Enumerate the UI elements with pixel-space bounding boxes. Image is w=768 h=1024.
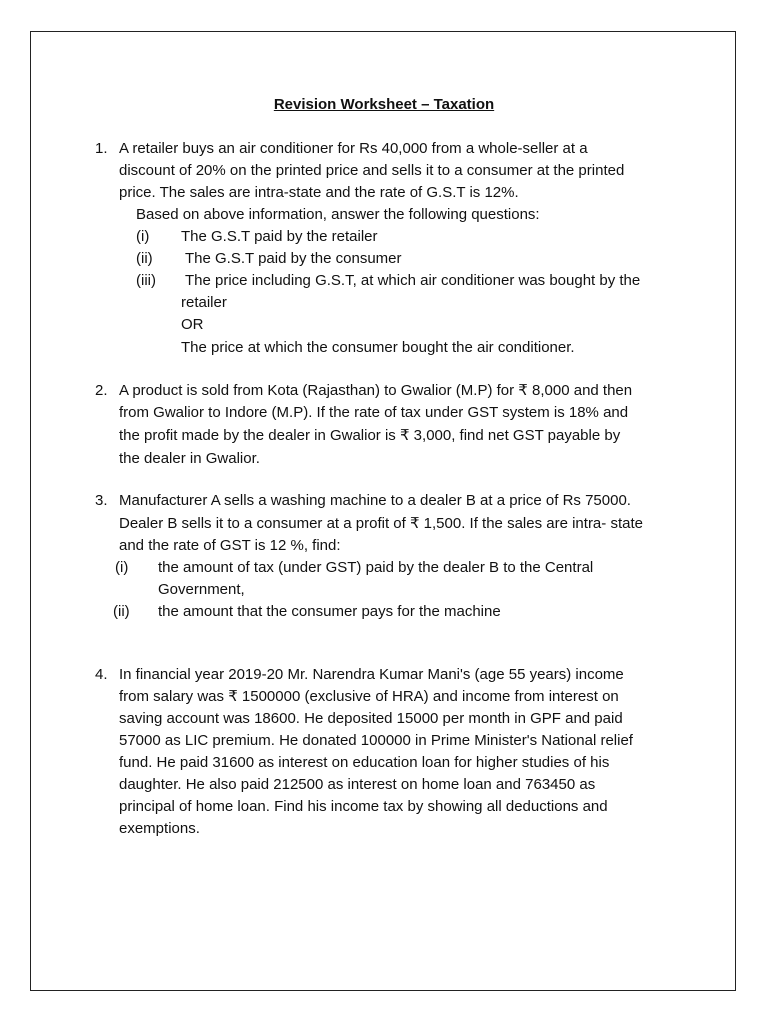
q1-sub-text: The price including G.S.T, at which air conditioner was bought by the (185, 272, 641, 289)
q1-sub-label: (ii) (136, 250, 153, 267)
q1-line: discount of 20% on the printed price and sells it to a consumer at the printed (119, 162, 625, 179)
q1-line: price. The sales are intra-state and the rate of G.S.T is 12%. (119, 184, 519, 201)
q3-sub-continuation: Government, (158, 581, 245, 598)
q4-line: from salary was ₹ 1500000 (exclusive of HRA) and income from interest on (119, 688, 619, 705)
q1-alternative: The price at which the consumer bought the air conditioner. (181, 339, 575, 356)
q3-sub-text: the amount that the consumer pays for the machine (158, 603, 501, 620)
q4-number: 4. (95, 666, 108, 683)
q4-line: exemptions. (119, 820, 200, 837)
q4-line: saving account was 18600. He deposited 15000 per month in GPF and paid (119, 710, 623, 727)
q3-line: Dealer B sells it to a consumer at a profit of ₹ 1,500. If the sales are intra- state (119, 515, 643, 532)
q1-sub-label: (iii) (136, 272, 156, 289)
q1-sub-text: The G.S.T paid by the consumer (185, 250, 402, 267)
q3-sub-label: (i) (115, 559, 129, 576)
q2-number: 2. (95, 382, 108, 399)
q2-line: from Gwalior to Indore (M.P). If the rate of tax under GST system is 18% and (119, 404, 629, 421)
q2-line: A product is sold from Kota (Rajasthan) to Gwalior (M.P) for ₹ 8,000 and then (119, 382, 633, 399)
worksheet-title: Revision Worksheet – Taxation (273, 96, 495, 113)
q2-line: the dealer in Gwalior. (119, 450, 260, 467)
q3-sub-text: the amount of tax (under GST) paid by the dealer B to the Central (158, 559, 594, 576)
q1-sub-text: The G.S.T paid by the retailer (181, 228, 378, 245)
q3-number: 3. (95, 492, 108, 509)
q2-line: the profit made by the dealer in Gwalior is ₹ 3,000, find net GST payable by (119, 427, 621, 444)
q1-line: A retailer buys an air conditioner for Rs 40,000 from a whole-seller at a (119, 140, 588, 157)
q3-sub-label: (ii) (113, 603, 130, 620)
q4-line: In financial year 2019-20 Mr. Narendra Kumar Mani's (age 55 years) income (119, 666, 624, 683)
q4-line: 57000 as LIC premium. He donated 100000 in Prime Minister's National relief (119, 732, 633, 749)
q3-line: and the rate of GST is 12 %, find: (119, 537, 341, 554)
q1-sub-continuation: retailer (181, 294, 227, 311)
q1-number: 1. (95, 140, 108, 157)
q1-sub-label: (i) (136, 228, 150, 245)
q3-line: Manufacturer A sells a washing machine to a dealer B at a price of Rs 75000. (119, 492, 631, 509)
q4-line: daughter. He also paid 212500 as interest on home loan and 763450 as (119, 776, 596, 793)
q4-line: principal of home loan. Find his income tax by showing all deductions and (119, 798, 608, 815)
q1-or: OR (181, 316, 204, 333)
q1-prompt: Based on above information, answer the following questions: (136, 206, 540, 223)
q4-line: fund. He paid 31600 as interest on education loan for higher studies of his (119, 754, 610, 771)
